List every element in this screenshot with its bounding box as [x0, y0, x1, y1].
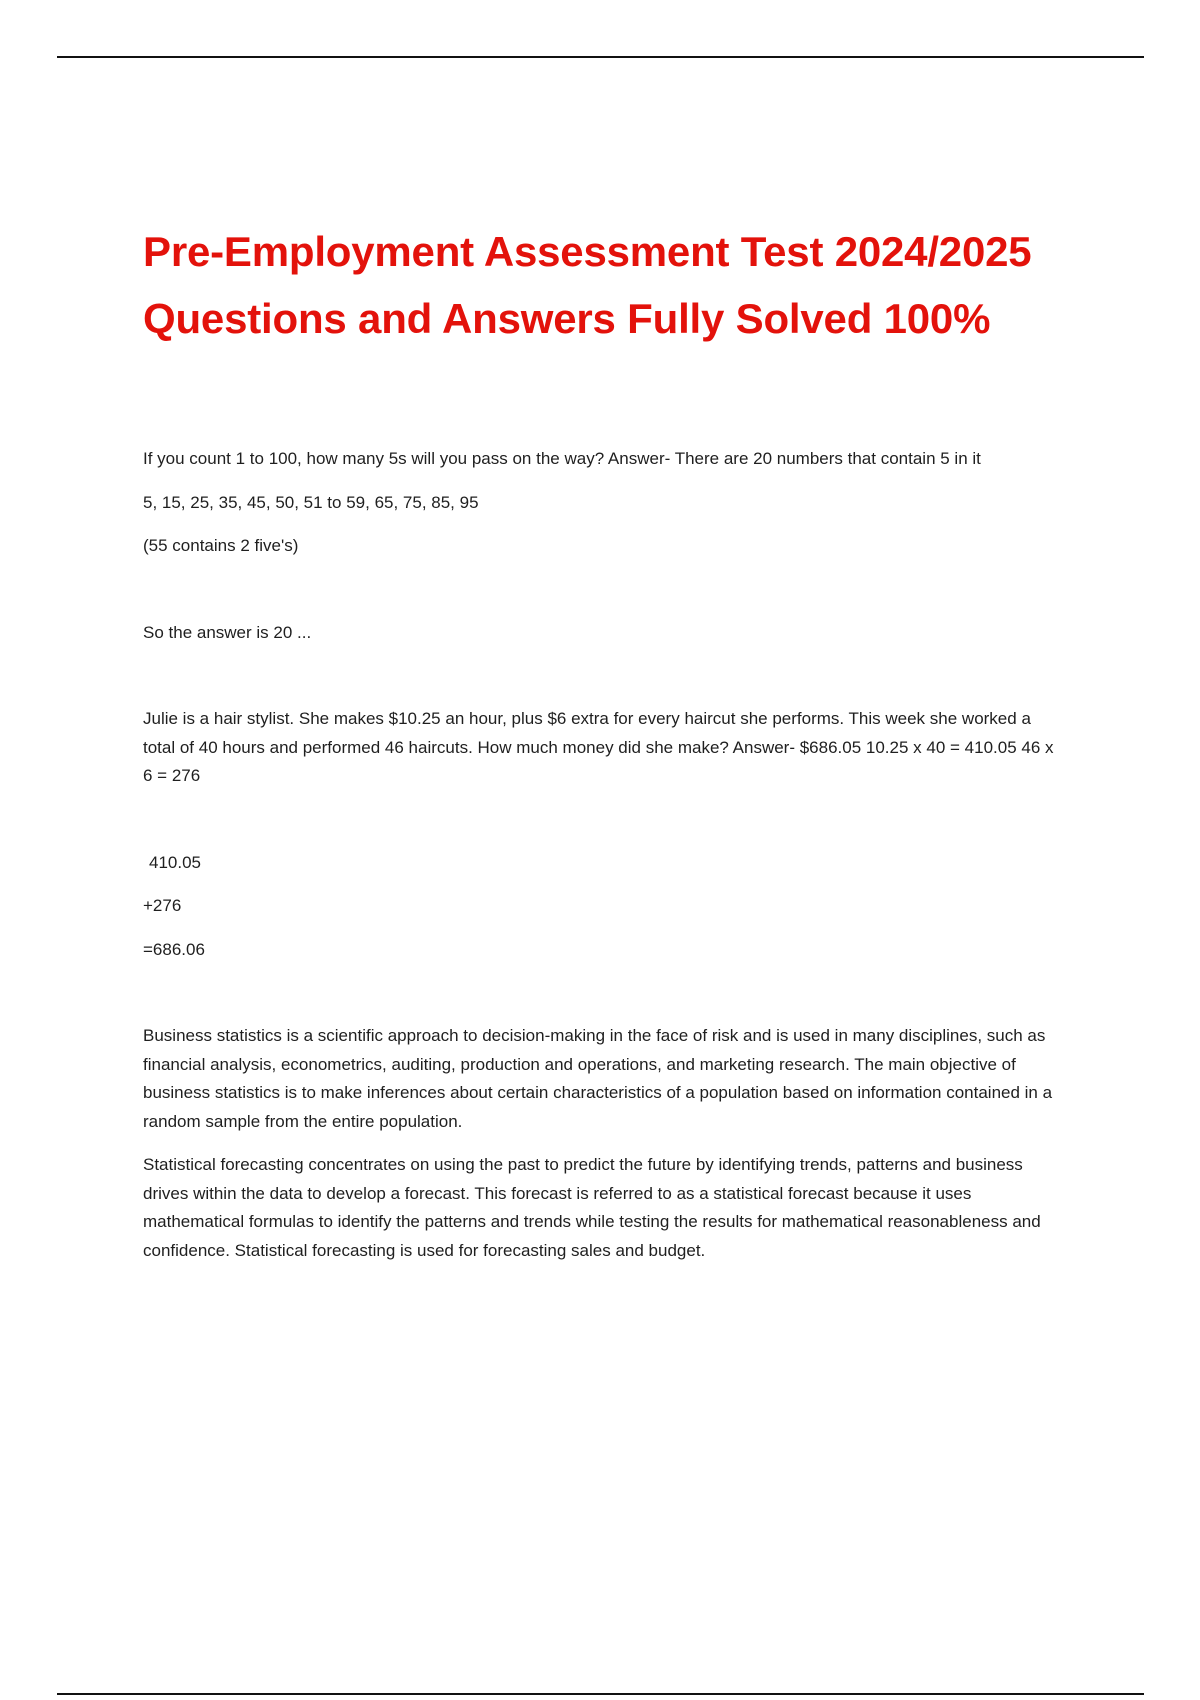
question-2-calc-line-2: +276 — [143, 896, 182, 915]
question-1-conclusion: So the answer is 20 ... — [143, 622, 312, 642]
question-1-list: 5, 15, 25, 35, 45, 50, 51 to 59, 65, 75, 85, 95 — [143, 492, 479, 512]
paragraph-business-statistics: Business statistics is a scientific approach to decision-making in the face of risk and is used in many disciplines, such as financial analysis, econometrics, auditing, production and operations, and marketing research. The main objective of business statistics is to make inferences about certain characteristics of a population based on information contained in a random sample from the entire population. — [143, 1026, 1053, 1131]
question-2-text: Julie is a hair stylist. She makes $10.25 an hour, plus $6 extra for every haircut she performs. This week she worked a total of 40 hours and performed 46 haircuts. How much money did she make? Answer- $686.05 10.25 x 40 = 410.05 46 x 6 = 276 — [143, 709, 1054, 785]
header-rule — [57, 56, 1144, 58]
footer-rule — [57, 1693, 1144, 1695]
document-title: Pre-Employment Assessment Test 2024/2025 Questions and Answers Fully Solved 100% — [143, 228, 1032, 342]
question-2-calc-line-3: =686.06 — [143, 939, 205, 959]
question-1-text: If you count 1 to 100, how many 5s will you pass on the way? Answer- There are 20 numbers that contain 5 in it — [143, 449, 981, 468]
document-content — [143, 445, 1063, 1265]
paragraph-statistical-forecasting: Statistical forecasting concentrates on using the past to predict the future by identifying trends, patterns and business drives within the data to develop a forecast. This forecast is referred to as a statistical forecast because it uses mathematical formulas to identify the patterns and trends while testing the results for mathematical reasonableness and confidence. Statistical forecasting is used for forecasting sales and budget. — [143, 1155, 1041, 1260]
question-1-note: (55 contains 2 five's) — [143, 536, 299, 555]
document-body — [143, 218, 1063, 1280]
question-2-calc-line-1: 410.05 — [149, 852, 201, 872]
